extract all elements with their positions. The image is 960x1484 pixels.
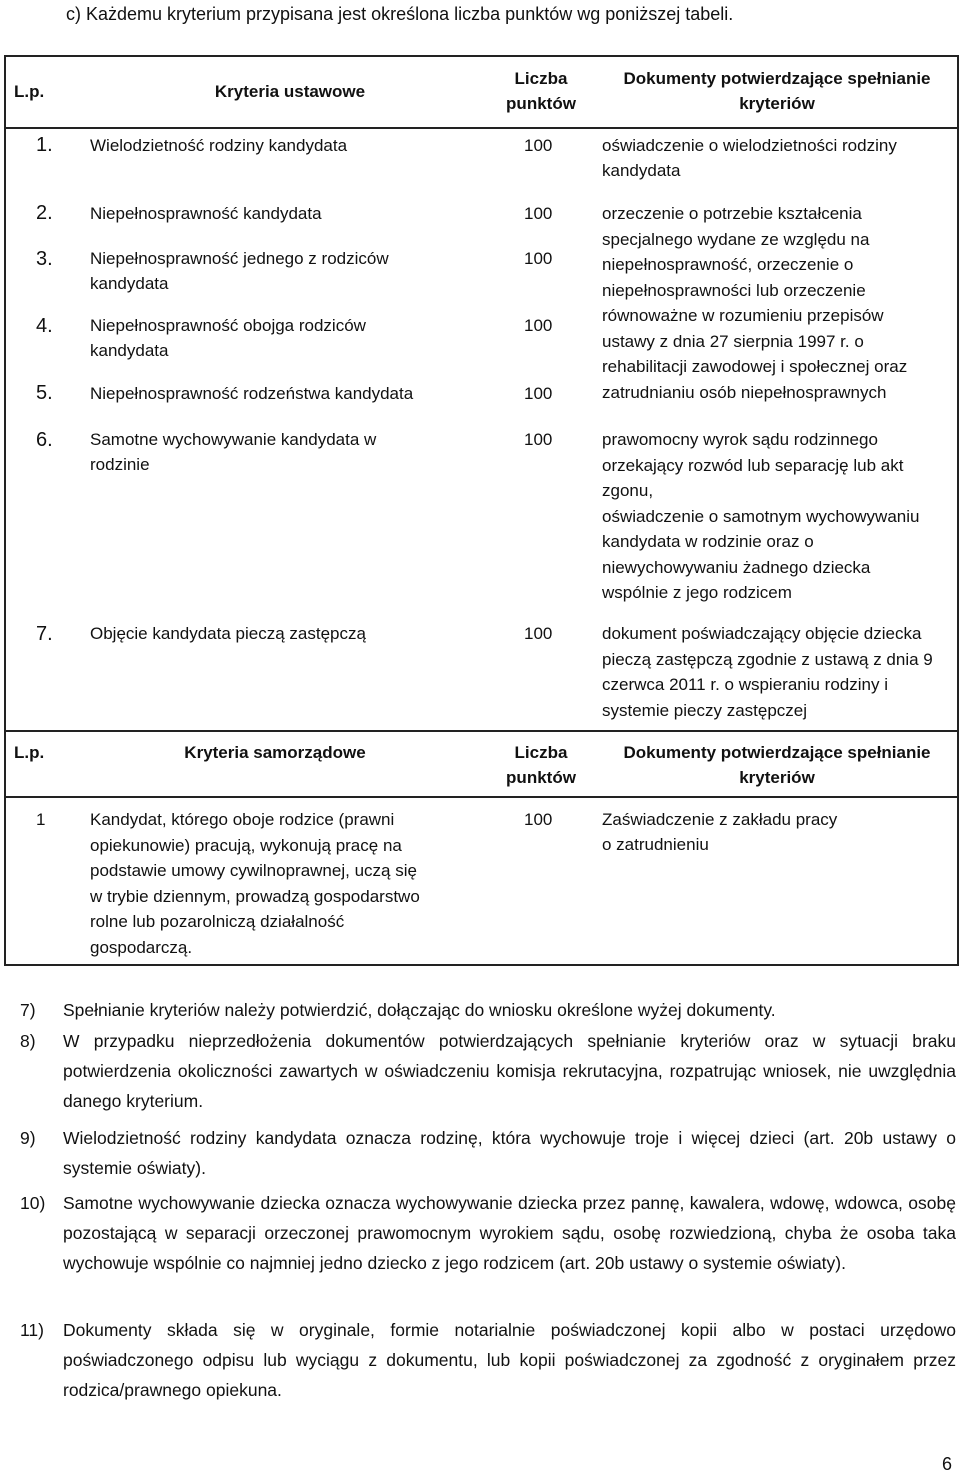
note-label: 9) [20, 1128, 36, 1148]
criterion-points: 100 [524, 384, 553, 403]
criterion-points: 100 [524, 204, 553, 223]
header-points [496, 66, 586, 116]
header2-points-line2: punktów [506, 768, 576, 787]
note-item [20, 1026, 956, 1118]
header-lp: L.p. [14, 82, 45, 101]
criterion-document [602, 807, 837, 857]
header2-documents-line2: kryteriów [739, 768, 815, 787]
criterion-line: Kandydat, którego oboje rodzice (prawni [90, 810, 395, 829]
header-criteria: Kryteria ustawowe [214, 82, 366, 101]
header2-documents [598, 740, 956, 790]
criterion-points: 100 [524, 810, 553, 829]
document-line: czerwca 2011 r. o wspieraniu rodziny i [602, 675, 888, 694]
document-line: wspólnie z jego rodzicem [602, 583, 792, 602]
criterion-line: opiekunowie) pracują, wykonują pracę na [90, 835, 402, 855]
page-number: 6 [941, 1454, 952, 1474]
criterion-name: Wielodzietność rodziny kandydata [90, 136, 348, 155]
criterion-document [602, 621, 958, 723]
criterion-points: 100 [524, 249, 553, 268]
table-divider [4, 796, 959, 798]
document-line: Zaświadczenie z zakładu pracy [602, 810, 838, 829]
document-line: rehabilitacji zawodowej i społecznej oraz [602, 357, 908, 376]
document-line: dokument poświadczający objęcie dziecka [602, 624, 922, 643]
header2-criteria: Kryteria samorządowe [184, 743, 366, 762]
note-item [20, 1123, 956, 1183]
document-line: niepełnosprawność, orzeczenie o [602, 255, 854, 274]
criterion-line: Samotne wychowywanie kandydata w [90, 430, 377, 449]
note-item [20, 1315, 956, 1410]
criterion-line: w trybie dziennym, prowadzą gospodarstwo [90, 886, 420, 906]
criterion-line: gospodarczą. [90, 937, 193, 957]
header2-lp: L.p. [14, 743, 45, 762]
row-number: 1. [36, 134, 53, 156]
document-line: systemie pieczy zastępczej [602, 700, 808, 720]
document-line: prawomocny wyrok sądu rodzinnego [602, 430, 878, 449]
criterion-document [602, 427, 958, 606]
shared-documents [602, 201, 958, 405]
table-divider [4, 127, 959, 129]
criterion-name [90, 246, 389, 296]
criterion-name: Niepełnosprawność rodzeństwa kandydata [90, 384, 414, 403]
criterion-name: Objęcie kandydata pieczą zastępczą [90, 624, 366, 643]
criterion-name [90, 427, 376, 477]
document-line: zgonu, [602, 481, 654, 500]
note-label: 8) [20, 1031, 36, 1051]
criterion-name: Niepełnosprawność kandydata [90, 204, 322, 223]
note-text: Dokumenty składa się w oryginale, formie notarialnie poświadczonej kopii albo w postaci urzędowo poświadczonego odpisu lub wyciągu z dokumentu, lub kopii poświadczonej za zgodność z oryginałem przez rodzica/prawnego opiekuna. [63, 1320, 956, 1400]
criterion-line: rodzinie [90, 455, 150, 474]
document-line: kandydata [602, 161, 681, 180]
header-points-line1: Liczba [514, 69, 568, 88]
criterion-document [602, 133, 897, 183]
intro-text: c) Każdemu kryterium przypisana jest określona liczba punktów wg poniższej tabeli. [66, 4, 734, 24]
criterion-points: 100 [524, 136, 553, 155]
note-label: 7) [20, 1000, 36, 1020]
document-line: specjalnego wydane ze względu na [602, 229, 870, 249]
row-number: 7. [36, 623, 53, 645]
note-text: Samotne wychowywanie dziecka oznacza wychowywanie dziecka przez pannę, kawalera, wdowę, wdowca, osobę pozostającą w separacji orzeczonej prawomocnym wyrokiem sądu, osobę rozwiedzioną, chyba że osoba taka wychowuje wspólnie co najmniej jedno dziecko z jego rodzicem (art. 20b ustawy o systemie oświaty). [63, 1193, 956, 1273]
criterion-name [90, 807, 420, 960]
row-number: 3. [36, 248, 53, 270]
row-number: 4. [36, 315, 53, 337]
criterion-points: 100 [524, 430, 553, 449]
note-text: Wielodzietność rodziny kandydata oznacza rodzinę, która wychowuje troje i więcej dzieci (art. 20b ustawy o systemie oświaty). [63, 1128, 956, 1178]
note-text: W przypadku nieprzedłożenia dokumentów potwierdzających spełnianie kryteriów oraz w sytuacji braku potwierdzenia okoliczności zawartych w oświadczeniu komisja rekrutacyjna, rozpatrując wniosek, nie uwzględnia danego kryterium. [63, 1031, 956, 1111]
criterion-line: Niepełnosprawność obojga rodziców [90, 316, 366, 335]
document-line: oświadczenie o samotnym wychowywaniu [602, 506, 920, 526]
document-line: oświadczenie o wielodzietności rodziny [602, 136, 897, 155]
document-line: orzeczenie o potrzebie kształcenia [602, 204, 862, 223]
header-points-line2: punktów [506, 94, 576, 113]
document-line: ustawy z dnia 27 sierpnia 1997 r. o [602, 331, 864, 351]
criterion-line: kandydata [90, 274, 169, 293]
row-number: 1 [36, 810, 46, 829]
criterion-points: 100 [524, 624, 553, 643]
document-line: pieczą zastępczą zgodnie z ustawą z dnia 9 [602, 649, 933, 669]
note-item [20, 995, 956, 1025]
header-documents [598, 66, 956, 116]
document-line: niewychowywaniu żadnego dziecka [602, 557, 871, 577]
header2-points [496, 740, 586, 790]
row-number: 2. [36, 202, 53, 224]
note-text: Spełnianie kryteriów należy potwierdzić, dołączając do wniosku określone wyżej dokumenty. [63, 1000, 776, 1020]
document-line: o zatrudnieniu [602, 835, 709, 854]
header-documents-line2: kryteriów [739, 94, 815, 113]
document-line: niepełnosprawności lub orzeczenie [602, 280, 866, 300]
criterion-points: 100 [524, 316, 553, 335]
criterion-line: kandydata [90, 341, 169, 360]
header2-points-line1: Liczba [514, 743, 568, 762]
header2-documents-line1: Dokumenty potwierdzające spełnianie [623, 743, 931, 762]
criterion-line: rolne lub pozarolniczą działalność [90, 912, 345, 931]
table-divider [4, 730, 959, 732]
header-documents-line1: Dokumenty potwierdzające spełnianie [623, 69, 931, 88]
note-label: 11) [20, 1320, 44, 1340]
criterion-line: podstawie umowy cywilnoprawnej, uczą się [90, 861, 417, 880]
criterion-name [90, 313, 366, 363]
document-line: orzekający rozwód lub separację lub akt [602, 455, 904, 475]
note-item [20, 1188, 956, 1313]
document-line: kandydata w rodzinie oraz o [602, 532, 814, 551]
document-line: zatrudnianiu osób niepełnosprawnych [602, 382, 887, 402]
note-label: 10) [20, 1193, 46, 1213]
row-number: 6. [36, 429, 53, 451]
document-line: równoważne w rozumieniu przepisów [602, 306, 884, 325]
criterion-line: Niepełnosprawność jednego z rodziców [90, 249, 389, 268]
row-number: 5. [36, 382, 53, 404]
